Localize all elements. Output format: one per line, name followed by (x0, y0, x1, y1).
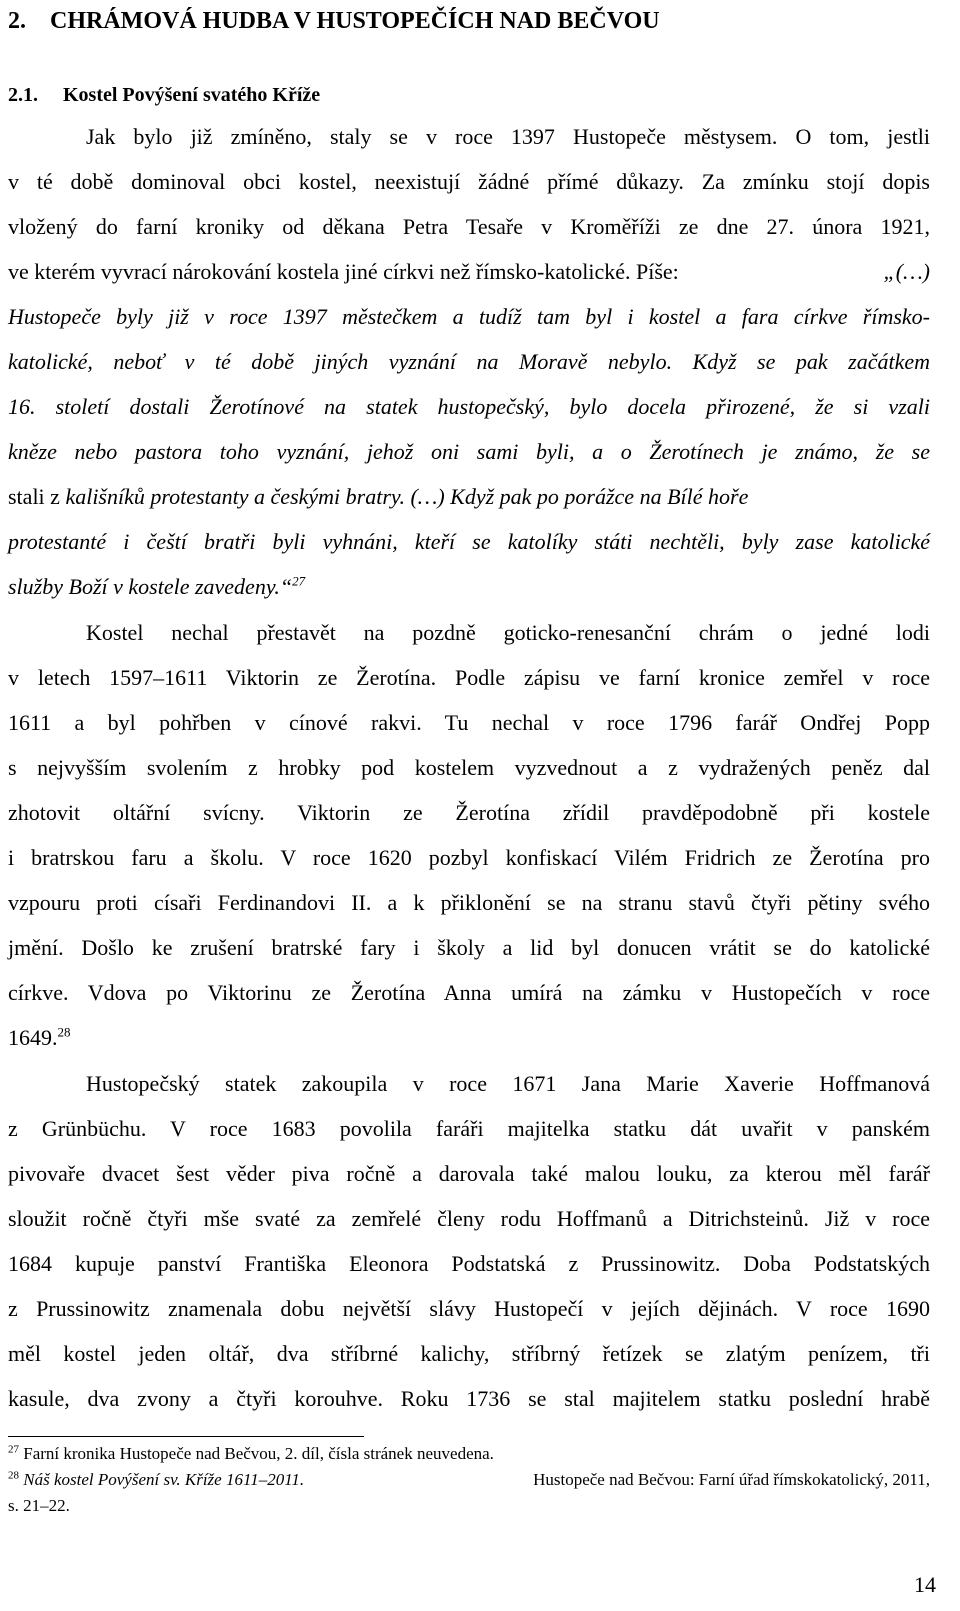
footnote-28-continued: s. 21–22. (8, 1496, 70, 1515)
footnote-ref-27: 27 (292, 573, 306, 589)
chapter-title: CHRÁMOVÁ HUDBA V HUSTOPEČÍCH NAD BEČVOU (50, 8, 660, 34)
body-line: vzpouru proti císaři Ferdinandovi II. a k přiklonění se na stranu stavů čtyři pětiny svého (8, 890, 930, 915)
quote-line: kněze nebo pastora toho vyznání, jehož oni sami byli, a o Žerotínech je známo, že se (8, 439, 930, 464)
footnote-28 (8, 1470, 930, 1490)
body-line: 1611 a byl pohřben v cínové rakvi. Tu nechal v roce 1796 farář Ondřej Popp (8, 710, 930, 735)
footnote-ref-28: 28 (57, 1024, 71, 1040)
quote-line (8, 484, 748, 510)
body-line: v té době dominoval obci kostel, neexistují žádné přímé důkazy. Za zmínku stojí dopis (8, 169, 930, 194)
chapter-heading (8, 8, 660, 34)
body-line: pivovaře dvacet šest věder piva ročně a darovala také malou louku, za kterou měl farář (8, 1161, 930, 1186)
section-heading (8, 82, 320, 108)
body-line: jmění. Došlo ke zrušení bratrské fary i školy a lid byl donucen vrátit se do katolické (8, 935, 930, 960)
body-line: církve. Vdova po Viktorinu ze Žerotína Anna umírá na zámku v Hustopečích v roce (8, 980, 930, 1005)
footnote-title: Náš kostel Povýšení sv. Kříže 1611–2011. (23, 1470, 305, 1489)
body-line: s nejvyšším svolením z hrobky pod kostelem vyzvednout a z vydražených peněz dal (8, 755, 930, 780)
quote-line: 16. století dostali Žerotínové na statek hustopečský, bylo docela přirozené, že si vzali (8, 394, 930, 419)
body-line: měl kostel jeden oltář, dva stříbrné kalichy, stříbrný řetízek se zlatým penízem, tři (8, 1341, 930, 1366)
page-number: 14 (914, 1572, 936, 1597)
quote-text: „(…) (883, 259, 930, 284)
body-text: stali z (8, 484, 66, 509)
body-line (8, 259, 930, 285)
quote-text: služby Boží v kostele zavedeny.“ (8, 574, 293, 599)
body-line: sloužit ročně čtyři mše svaté za zemřelé členy rodu Hoffmanů a Ditrichsteinů. Již v roce (8, 1206, 930, 1231)
footnote-separator (8, 1436, 364, 1437)
body-line: 1684 kupuje panství Františka Eleonora Podstatská z Prussinowitz. Doba Podstatských (8, 1251, 930, 1276)
quote-line: protestanté i čeští bratři byli vyhnáni, kteří se katolíky státi nechtěli, byly zase katolické (8, 529, 930, 554)
body-line: kasule, dva zvony a čtyři korouhve. Roku 1736 se stal majitelem statku poslední hrabě (8, 1386, 930, 1411)
quote-line (8, 574, 305, 600)
body-text: ve kterém vyvrací nárokování kostela jiné církvi než římsko-katolické. Píše: (8, 259, 679, 284)
footnote-mark: 27 (8, 1443, 19, 1456)
body-line: v letech 1597–1611 Viktorin ze Žerotína. Podle zápisu ve farní kronice zemřel v roce (8, 665, 930, 690)
body-line (8, 1025, 71, 1051)
body-line: z Grünbüchu. V roce 1683 povolila faráři majitelka statku dát uvařit v panském (8, 1116, 930, 1141)
body-line: zhotovit oltářní svícny. Viktorin ze Žerotína zřídil pravděpodobně při kostele (8, 800, 930, 825)
body-line: Jak bylo již zmíněno, staly se v roce 1397 Hustopeče městysem. O tom, jestli (86, 124, 930, 149)
footnote-27 (8, 1444, 494, 1464)
section-number: 2.1. (8, 84, 38, 106)
body-line: Hustopečský statek zakoupila v roce 1671 Jana Marie Xaverie Hoffmanová (86, 1071, 930, 1096)
body-line: vložený do farní kroniky od děkana Petra Tesaře v Kroměříži ze dne 27. února 1921, (8, 214, 930, 239)
quote-text: kališníků protestanty a českými bratry. (…) Když pak po porážce na Bílé hoře (65, 484, 749, 509)
footnote-text: Farní kronika Hustopeče nad Bečvou, 2. díl, čísla stránek neuvedena. (23, 1444, 494, 1463)
quote-line: Hustopeče byly již v roce 1397 městečkem a tudíž tam byl i kostel a fara církve římsko- (8, 304, 930, 329)
footnote-text: Hustopeče nad Bečvou: Farní úřad římskokatolický, 2011, (533, 1470, 930, 1489)
body-line: i bratrskou faru a školu. V roce 1620 pozbyl konfiskací Vilém Fridrich ze Žerotína pro (8, 845, 930, 870)
body-line: Kostel nechal přestavět na pozdně goticko-renesanční chrám o jedné lodi (86, 620, 930, 645)
quote-line: katolické, neboť v té době jiných vyznání na Moravě nebylo. Když se pak začátkem (8, 349, 930, 374)
body-line: z Prussinowitz znamenala dobu největší slávy Hustopečí v jejích dějinách. V roce 1690 (8, 1296, 930, 1321)
footnote-mark: 28 (8, 1469, 19, 1482)
section-title: Kostel Povýšení svatého Kříže (63, 84, 321, 106)
chapter-number: 2. (8, 8, 26, 34)
body-text: 1649. (8, 1025, 58, 1050)
